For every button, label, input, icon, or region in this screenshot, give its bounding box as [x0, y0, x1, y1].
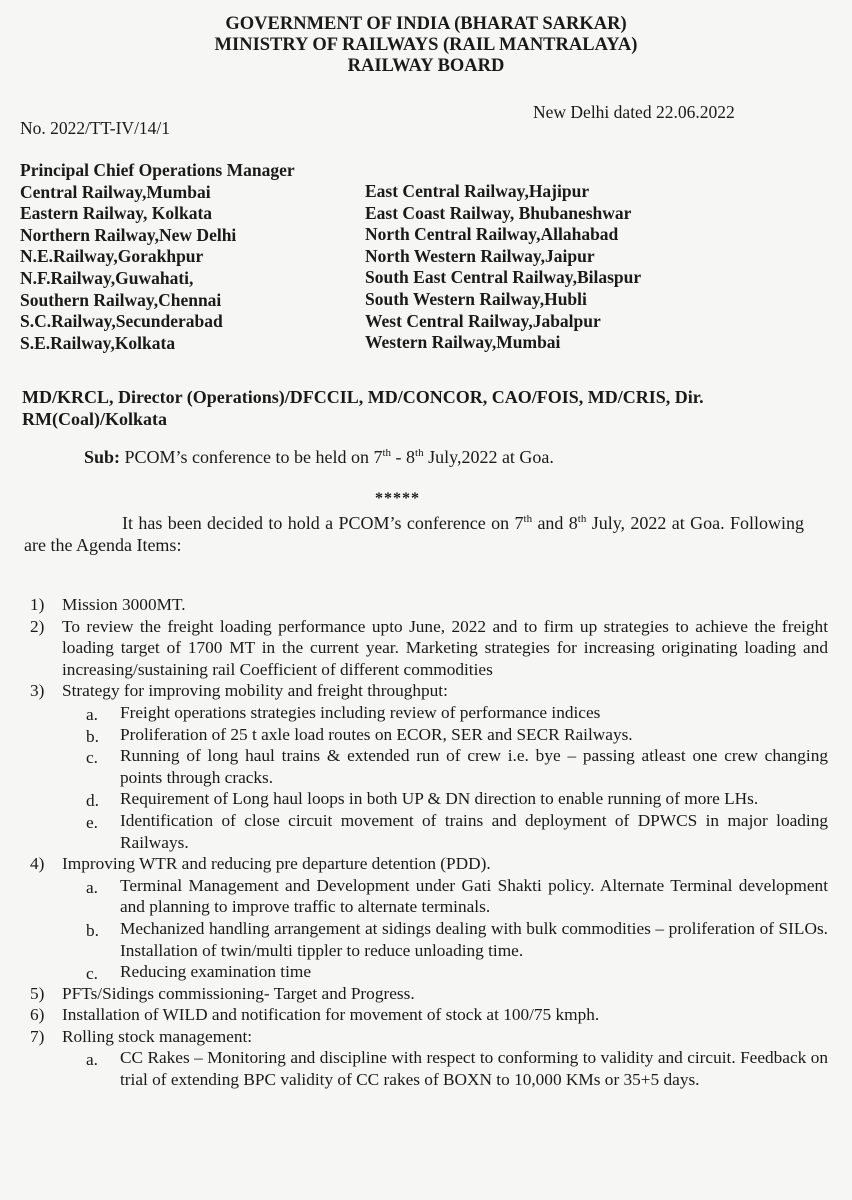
subitem-letter: b.: [86, 726, 99, 746]
letterhead: [0, 14, 852, 77]
addressee: South East Central Railway,Bilaspur: [365, 267, 642, 288]
agenda-item-text: Strategy for improving mobility and freight throughput:: [62, 681, 448, 701]
subitem-letter: e.: [86, 812, 98, 832]
letterhead-line-1: GOVERNMENT OF INDIA (BHARAT SARKAR): [225, 14, 627, 34]
agenda-item-number: 6): [30, 1005, 45, 1025]
agenda-list: [30, 594, 828, 1091]
addressee: East Central Railway,Hajipur: [365, 181, 590, 201]
addressee: Northern Railway,New Delhi: [20, 224, 237, 245]
addressees-right: [365, 181, 641, 354]
intro-text-c: July, 2022 at Goa. Following are the Agenda Items:: [24, 513, 804, 555]
agenda-item-text: Mission 3000MT.: [62, 595, 186, 614]
agenda-subitem: [30, 788, 828, 810]
subitem-letter: a.: [86, 877, 98, 897]
reference-number: No. 2022/TT-IV/14/1: [20, 118, 171, 138]
subitem-text: CC Rakes – Monitoring and discipline with respect to conforming to validity and circuit. Feedback on trial of extending BPC validity of CC rakes of BOXN to 10,000 KMs or 35+5 days.: [120, 1048, 828, 1090]
subitem-text: Mechanized handling arrangement at sidings dealing with bulk commodities – proliferation of SILOs. Installation of twin/multi tippler to reduce unloading time.: [120, 918, 828, 960]
agenda-subitem: [30, 702, 828, 724]
agenda-item-text: To review the freight loading performance upto June, 2022 and to firm up strategies to achieve the freight loading target of 1700 MT in the current year. Marketing strategies for increasing originating loading and increasing/sustaining rail Coefficient of different commodities: [62, 616, 828, 679]
intro-sup-b: th: [577, 513, 587, 525]
intro-text-b: and 8: [532, 513, 578, 533]
addressee: N.F.Railway,Guwahati,: [20, 267, 194, 288]
date-line: New Delhi dated 22.06.2022: [533, 102, 735, 122]
subitem-text: Requirement of Long haul loops in both UP & DN direction to enable running of more LHs.: [120, 789, 759, 809]
subitem-letter: d.: [86, 791, 99, 811]
agenda-subitem: [30, 961, 828, 983]
agenda-item-text: Improving WTR and reducing pre departure detention (PDD).: [62, 854, 491, 874]
subitem-text: Running of long haul trains & extended run of crew i.e. bye – passing atleast one crew changing points through cracks.: [120, 746, 828, 787]
addressee: S.E.Railway,Kolkata: [20, 332, 176, 353]
subject-sup-a: th: [382, 447, 392, 459]
agenda-item: [30, 594, 828, 616]
subject-text-a: PCOM’s conference to be held on 7: [124, 447, 383, 467]
subitem-text: Identification of close circuit movement of trains and deployment of DPWCS in major loading Railways.: [120, 810, 828, 852]
intro-paragraph: [24, 512, 804, 556]
agenda-item-number: 1): [30, 595, 45, 614]
subitem-letter: c.: [86, 748, 98, 768]
agenda-item-number: 3): [30, 681, 45, 701]
agenda-subitem: [30, 918, 828, 961]
addressee: Western Railway,Mumbai: [365, 332, 561, 353]
letterhead-line-3: RAILWAY BOARD: [347, 56, 505, 76]
addressee: East Coast Railway, Bhubaneshwar: [365, 202, 632, 223]
agenda-item: [30, 853, 828, 875]
copy-to-list: MD/KRCL, Director (Operations)/DFCCIL, MD/CONCOR, CAO/FOIS, MD/CRIS, Dir. RM(Coal)/Kolkata: [22, 387, 704, 429]
subitem-letter: a.: [86, 704, 98, 724]
agenda-item-number: 7): [30, 1026, 45, 1046]
agenda-subitem: [30, 724, 828, 746]
subitem-text: Terminal Management and Development under Gati Shakti policy. Alternate Terminal development and planning to improve traffic to alternate terminals.: [120, 875, 828, 917]
agenda-item-text: Rolling stock management:: [62, 1026, 253, 1046]
addressee: Eastern Railway, Kolkata: [20, 203, 213, 224]
addressee: West Central Railway,Jabalpur: [365, 310, 601, 331]
intro-sup-a: th: [523, 513, 533, 525]
addressee: Principal Chief Operations Manager: [20, 160, 295, 180]
agenda-subitem: [30, 810, 828, 853]
subitem-text: Freight operations strategies including review of performance indices: [120, 702, 601, 722]
addressee: Central Railway,Mumbai: [20, 181, 211, 202]
agenda-item: [30, 680, 828, 702]
agenda-item-text: PFTs/Sidings commissioning- Target and Progress.: [62, 983, 415, 1003]
separator-stars: *****: [375, 490, 420, 507]
agenda-subitem: [30, 875, 828, 918]
subject-text-b: - 8: [391, 447, 416, 467]
subitem-letter: b.: [86, 920, 99, 940]
subject-text-c: July,2022 at Goa.: [423, 447, 554, 467]
subitem-letter: a.: [86, 1050, 98, 1070]
letterhead-line-2: MINISTRY OF RAILWAYS (RAIL MANTRALAYA): [214, 35, 638, 55]
subitem-text: Reducing examination time: [120, 962, 312, 982]
addressee: North Central Railway,Allahabad: [365, 224, 619, 245]
addressee: South Western Railway,Hubli: [365, 288, 587, 309]
addressee: S.C.Railway,Secunderabad: [20, 311, 223, 332]
intro-text-a: It has been decided to hold a PCOM’s conference on 7: [122, 513, 524, 533]
agenda-item-text: Installation of WILD and notification for movement of stock at 100/75 kmph.: [62, 1005, 600, 1025]
subject-sup-b: th: [415, 447, 424, 459]
agenda-item: [30, 1004, 828, 1026]
agenda-item-number: 2): [30, 616, 45, 636]
agenda-item: [30, 983, 828, 1005]
agenda-subitem: [30, 1047, 828, 1090]
addressee: N.E.Railway,Gorakhpur: [20, 246, 204, 267]
agenda-subitem: [30, 745, 828, 788]
subitem-letter: c.: [86, 964, 98, 984]
agenda-item: [30, 1026, 828, 1048]
subject-label: Sub:: [84, 447, 121, 467]
agenda-item: [30, 616, 828, 681]
agenda-item-number: 5): [30, 983, 45, 1003]
subitem-text: Proliferation of 25 t axle load routes on ECOR, SER and SECR Railways.: [120, 724, 633, 744]
addressees-left: [20, 160, 295, 354]
addressee: Southern Railway,Chennai: [20, 289, 222, 310]
addressee: North Western Railway,Jaipur: [365, 245, 595, 266]
subject-line: [84, 447, 554, 468]
agenda-item-number: 4): [30, 854, 45, 874]
